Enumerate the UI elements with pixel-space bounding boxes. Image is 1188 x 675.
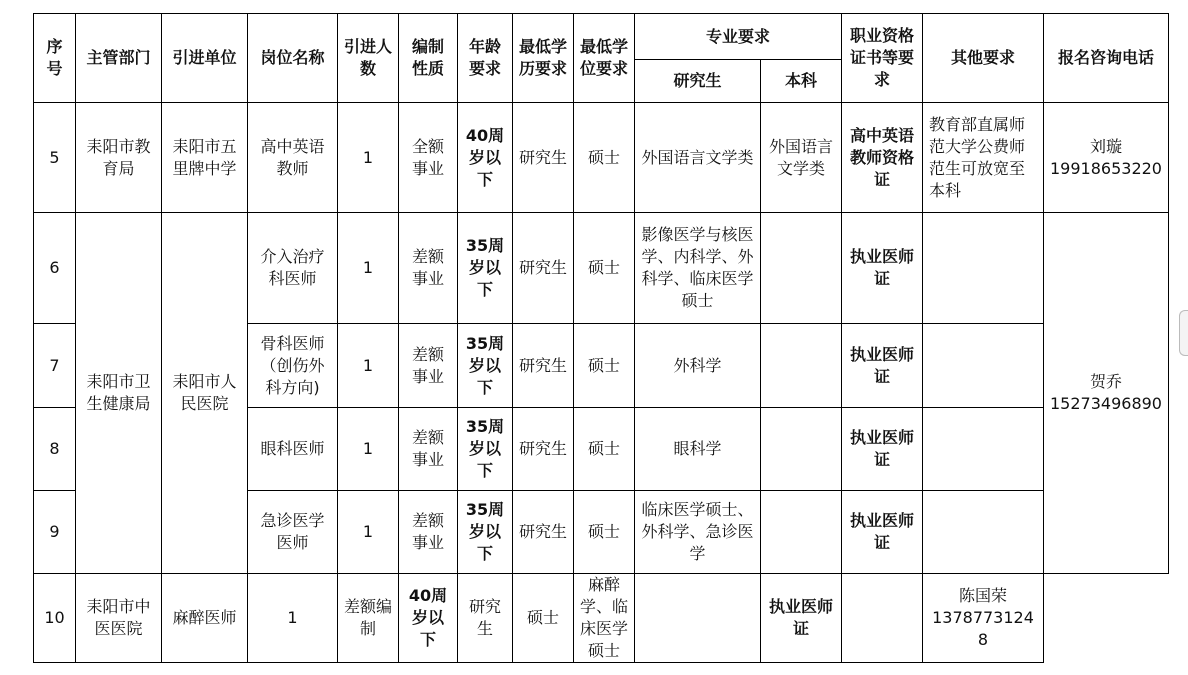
cell-age: 35周岁以下: [458, 408, 513, 491]
header-degree: 最低学位要求: [574, 14, 635, 103]
cell-degree: 硕士: [574, 408, 635, 491]
cell-unit: 耒阳市五里牌中学: [162, 103, 248, 213]
cell-cert: 执业医师证: [842, 324, 923, 408]
cell-nature: 差额事业: [399, 213, 458, 324]
cell-other: [923, 491, 1044, 574]
header-cert: 职业资格证书等要求: [842, 14, 923, 103]
header-phone: 报名咨询电话: [1044, 14, 1169, 103]
cell-other: [842, 574, 923, 663]
cell-count: 1: [338, 213, 399, 324]
cell-unit: 耒阳市中医医院: [76, 574, 162, 663]
cell-post: 骨科医师（创伤外科方向): [248, 324, 338, 408]
cell-grad: 眼科学: [635, 408, 761, 491]
cell-degree: 硕士: [574, 491, 635, 574]
cell-ug: 外国语言文学类: [761, 103, 842, 213]
cell-grad: 外科学: [635, 324, 761, 408]
cell-degree: 硕士: [513, 574, 574, 663]
cell-post: 眼科医师: [248, 408, 338, 491]
cell-other: [923, 324, 1044, 408]
cell-phone-merged: 贺乔 15273496890: [1044, 213, 1169, 574]
cell-edu: 研究生: [513, 408, 574, 491]
cell-nature: 差额事业: [399, 324, 458, 408]
cell-cert: 执业医师证: [842, 408, 923, 491]
side-scroll-handle[interactable]: [1179, 310, 1188, 356]
cell-count: 1: [338, 103, 399, 213]
header-nature: 编制性质: [399, 14, 458, 103]
cell-edu: 研究生: [513, 103, 574, 213]
cell-nature: 差额事业: [399, 408, 458, 491]
header-seq: 序号: [34, 14, 76, 103]
cell-seq: 7: [34, 324, 76, 408]
table-row: [34, 103, 1169, 213]
cell-grad: 临床医学硕士、外科学、急诊医学: [635, 491, 761, 574]
cell-count: 1: [338, 408, 399, 491]
header-other: 其他要求: [923, 14, 1044, 103]
cell-age: 35周岁以下: [458, 491, 513, 574]
cell-seq: 6: [34, 213, 76, 324]
header-count: 引进人数: [338, 14, 399, 103]
cell-post: 麻醉医师: [162, 574, 248, 663]
cell-ug: [635, 574, 761, 663]
cell-grad: 外国语言文学类: [635, 103, 761, 213]
cell-other: [923, 213, 1044, 324]
cell-cert: 高中英语教师资格证: [842, 103, 923, 213]
table-row: [34, 213, 1169, 324]
cell-edu: 研究生: [513, 491, 574, 574]
cell-nature: 全额事业: [399, 103, 458, 213]
cell-other: 教育部直属师范大学公费师范生可放宽至本科: [923, 103, 1044, 213]
cell-ug: [761, 408, 842, 491]
cell-ug: [761, 213, 842, 324]
table-row: [34, 574, 1169, 663]
recruitment-table: [33, 13, 1169, 663]
cell-edu: 研究生: [513, 324, 574, 408]
cell-post: 介入治疗科医师: [248, 213, 338, 324]
cell-degree: 硕士: [574, 213, 635, 324]
cell-grad: 麻醉学、临床医学硕士: [574, 574, 635, 663]
cell-seq: 10: [34, 574, 76, 663]
cell-dept-merged: 耒阳市卫生健康局: [76, 213, 162, 574]
cell-degree: 硕士: [574, 103, 635, 213]
header-ug: 本科: [761, 60, 842, 103]
cell-count: 1: [338, 491, 399, 574]
cell-cert: 执业医师证: [842, 213, 923, 324]
cell-cert: 执业医师证: [761, 574, 842, 663]
header-major: 专业要求: [635, 14, 842, 60]
cell-post: 高中英语教师: [248, 103, 338, 213]
cell-count: 1: [338, 324, 399, 408]
cell-degree: 硕士: [574, 324, 635, 408]
cell-phone: 刘璇 19918653220: [1044, 103, 1169, 213]
cell-seq: 9: [34, 491, 76, 574]
cell-cert: 执业医师证: [842, 491, 923, 574]
cell-ug: [761, 324, 842, 408]
cell-age: 35周岁以下: [458, 324, 513, 408]
cell-count: 1: [248, 574, 338, 663]
cell-other: [923, 408, 1044, 491]
header-age: 年龄要求: [458, 14, 513, 103]
cell-dept: 耒阳市教育局: [76, 103, 162, 213]
cell-ug: [761, 491, 842, 574]
cell-unit-merged: 耒阳市人民医院: [162, 213, 248, 574]
header-unit: 引进单位: [162, 14, 248, 103]
cell-phone: 陈国荣 13787731248: [923, 574, 1044, 663]
header-post: 岗位名称: [248, 14, 338, 103]
header-dept: 主管部门: [76, 14, 162, 103]
cell-post: 急诊医学医师: [248, 491, 338, 574]
cell-nature: 差额事业: [399, 491, 458, 574]
header-edu: 最低学历要求: [513, 14, 574, 103]
header-grad: 研究生: [635, 60, 761, 103]
cell-age: 40周岁以下: [399, 574, 458, 663]
cell-age: 35周岁以下: [458, 213, 513, 324]
cell-nature: 差额编制: [338, 574, 399, 663]
cell-seq: 8: [34, 408, 76, 491]
cell-seq: 5: [34, 103, 76, 213]
cell-grad: 影像医学与核医学、内科学、外科学、临床医学硕士: [635, 213, 761, 324]
cell-age: 40周岁以下: [458, 103, 513, 213]
cell-edu: 研究生: [458, 574, 513, 663]
cell-edu: 研究生: [513, 213, 574, 324]
